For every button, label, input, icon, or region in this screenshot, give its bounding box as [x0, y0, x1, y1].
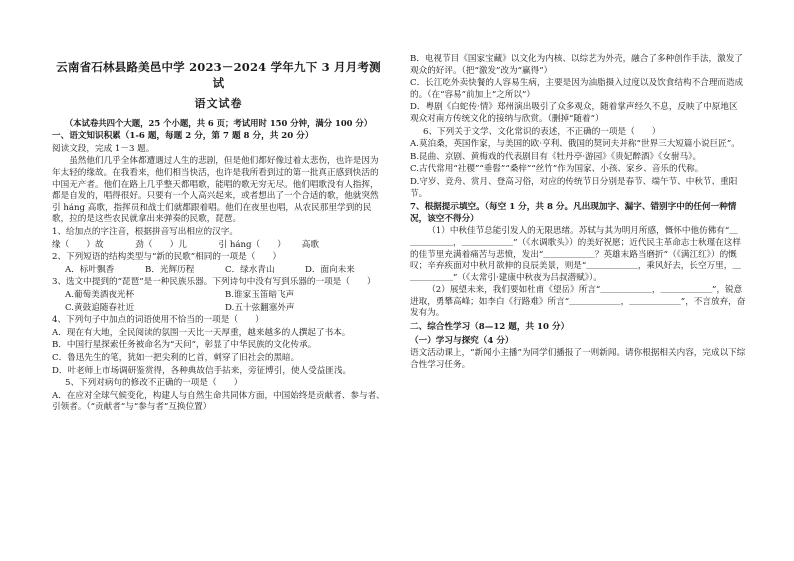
question-3-options-row1 — [52, 290, 385, 302]
question-3-options-row2 — [52, 303, 385, 315]
subsection-1-heading: （一）学习与探究（4 分） — [410, 335, 514, 346]
question-3: 3、选文中提到的“琵琶”是一种民族乐器。下列诗句中没有写到乐器的一项是（ ） — [52, 277, 376, 288]
question-2-options — [52, 265, 385, 277]
q1-item: 缘（ ）故 — [52, 239, 104, 250]
q2-option: B．光辉历程 — [145, 264, 195, 275]
exam-title: 云南省石林县路美邑中学 2023－2024 学年九下 3 月月考测试 — [56, 60, 381, 90]
q4-option: B．中国行星探索任务被命名为“天问”，彰显了中华民族的文化传承。 — [52, 340, 317, 351]
q7-part-1: （1）中秋佳节总能引发人的无限思绪。苏轼与其为明月所感，慨怀中他仿佛有“＿＿＿＿＿＿，＿＿＿＿＿＿”（《水调歌头》）的美好祝愿；近代民主革命志士秋瑾在这样的佳节里充满着痛苦与悲愤，发出“＿＿＿＿＿＿？英雄末路当磨折”（《满江红》）的慨叹；辛弃疾面对中秋月欲伸的良辰美景，则是“＿＿＿＿＿＿，乘风好去，长空万里，＿＿＿＿＿＿”（《太常引·建康中秋夜为吕叔潜赋》）。 — [410, 226, 741, 283]
q5-option: B．电视节目《国家宝藏》以文化为内核、以综艺为外壳，融合了多种创作手法，激发了观众的好评。（把“激发”改为“赢得”） — [410, 54, 743, 76]
subsection-1-text: 语文活动课上，“新闻小主播”为同学们播报了一则新闻。请你根据相关内容，完成以下综合性学习任务。 — [410, 348, 746, 370]
question-1-items — [52, 240, 385, 252]
section-1-heading: 一、语文知识积累（1-6 题，每题 2 分，第 7 题 8 分，共 20 分） — [52, 131, 314, 142]
q4-option: A．现在有大地，全民阅读的氛围一天比一天厚重，越来越多的人撰起了书本。 — [52, 327, 351, 338]
question-7: 7、根据提示填空。（每空 1 分，共 8 分。凡出现加字、漏字、错别字中的任何一种情况，该空不得分） — [410, 202, 737, 224]
q7-part-2: （2）展望未来，我们要如杜甫《望岳》所言“＿＿＿＿＿＿，＿＿＿＿＿＿”，锐意进取，勇攀高峰；如李白《行路难》所言“＿＿＿＿＿＿，＿＿＿＿＿＿”，不言放弃，奋发有为。 — [410, 285, 746, 319]
q4-option: C．鲁迅先生的笔，犹如一把尖利的匕首，刺穿了旧社会的黑暗。 — [52, 352, 300, 363]
q2-option: A．标叶飘香 — [65, 264, 115, 275]
q1-item: 高歌 — [301, 239, 319, 250]
right-column — [410, 0, 746, 372]
passage-text: 虽然他们几乎全体都遭遇过人生的悲剧，但是他们都好像过着太悲伤，也许是因为年太轻的缘故。在我看来，他们相当快活，也许是我所看到过的第一批真正感到快活的中国无产者。他们在路上几乎整天都唱歌，能唱的歌无穷无尽。他们唱歌没有人指挥，都是自发的，唱得很好。只要有一个人高兴起来，或者想出了一个合适的歌，他就突然引 háng 高歌，指挥员和战士们就都跟着唱。他们在夜里也唱，从农民那里学到的民歌，拉的是这些农民就拿出来弹奏的民歌，琵琶。 — [52, 156, 379, 225]
question-4: 4、下列句子中加点的词语使用不恰当的一项是（ ） — [52, 315, 264, 326]
q6-option: A.莫泊桑，英国作家，与美国的欧·亨利、俄国的契诃夫并称“世界三大短篇小说巨匠”。 — [410, 139, 740, 150]
q3-option: D.五十弦翻塞外声 — [225, 302, 295, 313]
exam-subtitle: 语文试卷 — [194, 97, 243, 111]
q3-option: B.谁家玉笛暗飞声 — [225, 289, 295, 300]
q2-option: C．绿水青山 — [225, 264, 275, 275]
q1-item: 引 háng（ ） — [218, 239, 286, 250]
q1-item: 劲（ ）儿 — [135, 239, 187, 250]
left-column — [52, 0, 385, 415]
question-2: 2、下列短语的结构类型与“新的民歌”相同的一项是（ ） — [52, 252, 282, 263]
question-1: 1、给加点的字注音，根据拼音写出相应的汉字。 — [52, 226, 238, 237]
q6-option: C.古代常用“社稷”“垂髫”“桑梓”“丝竹”作为国家、小孩、家乡、音乐的代称。 — [410, 164, 704, 175]
q2-option: D．面向未来 — [305, 264, 355, 275]
passage-intro: 阅读文段，完成 1－3 题。 — [52, 143, 155, 154]
q4-option: D．叶老师上市场调研鉴赏得，各种典故信手拈来，旁征博引，使人受益匪浅。 — [52, 365, 352, 376]
q3-option: C.黄鼓追随春社近 — [65, 302, 135, 313]
q5-option: C．长江吃外卖快餐的人容易生病，主要是因为油脂摄入过度以及饮食结构不合理而造成的。（在“容易”前加上“之所以”） — [410, 78, 744, 100]
q3-option: A.葡萄美酒夜光杯 — [65, 289, 135, 300]
question-5: 5、下列对病句的修改不正确的一项是（ ） — [65, 378, 243, 389]
q6-option: B.昆曲、京剧、黄梅戏的代表剧目有《牡丹亭·游园》《贵妃醉酒》《女驸马》。 — [410, 151, 702, 162]
q5-option: A．在应对全球气候变化，构建人与自然生命共同体方面，中国始终是贡献者、参与者、引领者。（“贡献者”与“参与者”互换位置） — [52, 390, 385, 413]
question-6: 6、下列关于文学、文化常识的表述，不正确的一项是（ ） — [423, 126, 661, 137]
q6-option: D.守岁、竞舟、赏月、登高习俗，对应的传统节日分别是春节、端午节、中秋节、重阳节。 — [410, 176, 738, 199]
exam-note: （本试卷共四个大题，25 个小题，共 6 页；考试用时 150 分钟，满分 100 分） — [64, 117, 373, 128]
section-2-heading: 二、综合性学习（8—12 题，共 10 分） — [410, 322, 570, 333]
q5-option: D．粤剧《白蛇传·情》郑州演出吸引了众多观众，随着掌声经久不息，反映了中原地区观众对南方传统文化的接纳与欣赏。（删掉“随着”） — [410, 102, 738, 124]
